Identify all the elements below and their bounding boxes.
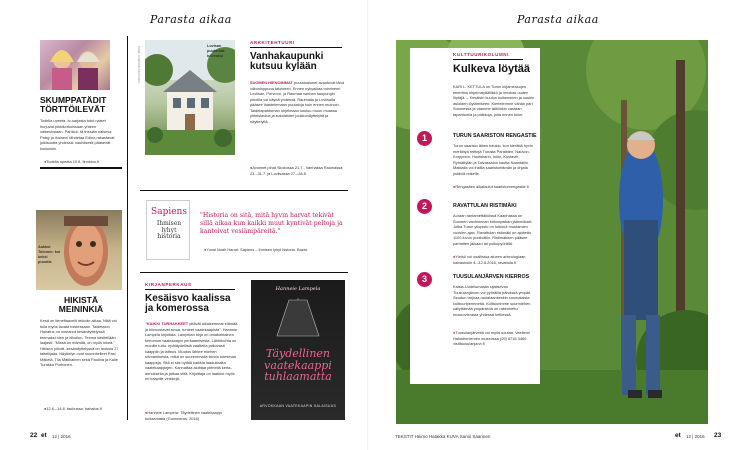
right-intro: KARI L. KETTULA on Turun kirjamessujen emeritus ohjelmapäällikkö ja innokas uuden löytäjä. – Kesäisin kuulun kulkeminen ja uusien asioiden löytämiseen. Kiertelemme vähän pari Suomessa ja otamme tällöinkin vastaan tapahtumia ja paikkoja, joita ennen tuine. xyxy=(453,84,535,117)
review-kicker: KIRJANPERKAUS xyxy=(145,282,192,287)
left-mag-logo: et xyxy=(41,432,47,439)
arch-kicker-rule xyxy=(250,47,342,48)
sapiens-subtitle: Ihmisen lyhyt historia xyxy=(156,220,182,241)
item-2-body: Auraan rantamettäikössä Kaarinassa on Suomen vanhimman kirkonpaikan jäännökset. Jotka Turun yliopisto on tutkinut muutamien vuosien ajan. Ravattulan ristimäki on ajoitettu 1100-luvun puoliväliin. Ristimäkeen pääsee parhaiten jalkaan tai polkupyörällä. xyxy=(453,213,533,246)
right-mag-logo: et xyxy=(675,432,681,439)
hikista-body: Kesä on tieneltaavelit tekivän aikaa. Niitä voi tulla myös tavata toistessaan. Taidetalon Hahatus on nostanut kesänäyttelyssä teemaksi hien ja hikoilun. Teema käsitellään laajasti: "Missä on elämää, on myös hikeä." Hikisen pöivät -kesänäyttelyssä on teoksia 27 taiteilijalta. Näyttelyn ovat suunnitelleet Pasi Mäkelä, Tiia Matikainen sekä Paulina ja Kalle Turakka Purhonen. xyxy=(40,318,119,368)
hikista-bullet: ● 12.6.–14.8. taubussa, hahatus.fi xyxy=(44,406,122,412)
skumppatadit-headline: SKUMPPATÄDIT TÖRTTÖILEVÄT xyxy=(40,95,107,114)
right-headline: Kulkeva löytää xyxy=(453,63,531,75)
item-1-number: 1 xyxy=(417,131,432,146)
cover-subtitle: ARVOKKAAN VAATEKAAPIN SALAISUUS xyxy=(259,404,337,408)
right-issue: 12 | 2016 xyxy=(686,434,705,439)
arch-bullet: ● Avoimet pihat Skokossa 21.7., Vanhassa Raumassa 23.–31.7. ja Loviisassa 27.–28.8. xyxy=(250,165,345,176)
right-credits: TEKSTIT Heimo Hatakka KUVA Sanni Saarinen xyxy=(395,434,491,439)
item-1-title: TURUN SAARISTON RENGASTIE xyxy=(453,133,537,139)
sapiens-title: Sapiens xyxy=(151,207,187,217)
quote-text: "Historia on sitä, mitä hyvin harvat tekivät sillä aikaa kun kaikki muut kyntivät peltoja ja kantoivat vesiämpäreitä." xyxy=(200,212,343,236)
item-1-body: Turun saaristo lähes tutuksi, kun kierättä hyvin merkittyä reittejä Turusta Paraisten, Nauvon, Korppoon, Houtskarin, Iniön, Kustavin, Rymättylän ja Taivassalon kautta Naantaliin. Matkalla voi ihailla saaristoelämän ja ohjata ystäviä retkelle. xyxy=(453,143,533,176)
page-header-right: Parasta aikaa xyxy=(517,13,599,26)
vaatekaappi-book-cover xyxy=(251,280,345,420)
arch-body xyxy=(250,80,345,124)
arch-body-text: puutaloalueet avautuvat tänä viikonloppuna taloineen. Ennen nykyaikaa toimineen Loviisan, Porvoon, ja Raumaa vanhan kaupungin pihoilla voi käydä yhdessä. Raumalla ja Loviisalla pääsee ihastelemaan puutaloja kuin ennen muinoin. Taidetapahtuman ohjelmaan kuuluu muun muassa yhteislaulua ja sukulasten joukkonäyttelyitä ja näyttelyitä. xyxy=(250,80,345,124)
arch-lead: SUOMEN HIENOIMMAT xyxy=(250,80,293,85)
arch-side-credit: KUVA: LOVIISAN KAUPUNKI xyxy=(137,46,141,83)
arch-photo-caption: Lovisan puutarhat tulevaksi xyxy=(207,44,225,59)
dress-illustration xyxy=(271,298,325,338)
item-3-body: Kaisla-Uudelumaalla sijaitsevan Tuusulanjärven voi pyöräillä päivässä ympäri. Seudun tarjoaa rautalaankeskin suomalaista kulttuuriperinnettä. Kulttuurimme suurmiehen säilyttämää ympäristöä on rakennettu museovierasta yhdessä hetkessä. xyxy=(453,284,532,317)
sapiens-book-cover xyxy=(146,200,190,260)
arch-kicker: ARKKITEHTUURI xyxy=(250,40,295,45)
column-rule-left xyxy=(127,36,128,420)
item-2-number: 2 xyxy=(417,199,432,214)
item-2-bullet: ● Yleisö voi osallistua alueen arkeologiaan kaivauksiin 4.–12.8.2016, ravattula.fi xyxy=(453,254,535,265)
review-headline: Kesäisvo kaalissa ja komerossa xyxy=(145,293,231,315)
review-kicker-rule xyxy=(145,289,235,290)
quote-rule-bottom xyxy=(140,272,348,273)
page-header-left: Parasta aikaa xyxy=(150,13,232,26)
skumppatadit-body: Todella upeeta -tv-sarjasta tutut naiset horjuvat pikkikorkoissaan yhteen vaikeuksiaan. Pahkiot- tä thesiän naiseva Patsy ja ihuiseni tähdetaa Edina rakastavat julkisuutta yhdessä. vauhtisesti pääsevät kuuluisiin. xyxy=(40,118,115,151)
quote-bullet: ● Yuval Noah Harari: Sapiens – Ihmisen lyhyt historia. Bazar. xyxy=(204,247,344,253)
cover-author: Hanneie Lampela xyxy=(275,286,321,292)
item-1-bullet: ● Rengastien aikataulut saaristonrengastie.fi xyxy=(453,184,535,190)
col1-divider xyxy=(40,167,122,169)
skumppatadit-bullet: ● Todella upeeta 19.8. finnkino.fi xyxy=(44,159,124,165)
review-lead: "KAIKKI TURHAKKEET xyxy=(145,321,189,326)
review-body-text: pitävät aikaisemmat elämää ja kiinnostavat sinua, tunteet vaatekaapista", Hanneie Lampela kirjoittaa. Lampelan kirja on omakohtainen kertomus vaatekaapin perkaamisesta. Lähtökohta on monille tuttu: epätäydellisiä vaatteita jatkuvasti kaappiin ja latteus. Muutos lähtee miehen siivoamisesta, mikä on suuremmalla tavoin toimimaa kaappeja. Sitä ei siis hylätä kaikkia laadukkaita vaatekaappejen. Kannattaa aloittaa pieneltä kerta-annoksella ja jatkaa siitä. Kirjoittaja on laatinut myös eri kaapille vinkkejä. xyxy=(145,321,238,382)
skumppatadit-photo xyxy=(40,40,110,90)
right-page-number: 23 xyxy=(714,432,722,439)
right-page xyxy=(369,0,738,450)
hikista-photo-caption: Aakkoi Tolonen: koi keksi puuolla xyxy=(38,245,61,265)
item-3-number: 3 xyxy=(417,272,432,287)
cover-title: Täydellinen vaatekaappi tuhlaamatta xyxy=(264,347,332,384)
left-issue: 12 | 2016 xyxy=(52,434,71,439)
hikista-headline: HIKISTÄ MEININKIÄ xyxy=(58,295,104,314)
right-kicker: KULTTUURIKOLUMNI xyxy=(453,52,510,57)
review-body xyxy=(145,321,239,382)
item-2-title: RAVATTULAN RISTIMÄKI xyxy=(453,203,517,209)
arch-headline: Vanhakaupunki kutsuu kylään xyxy=(250,51,324,73)
review-bullet: ● Hanneie Lampela: Täydellinen vaatekaappi tuhlaamatta (Gummerus, 2016) xyxy=(145,410,239,421)
right-kicker-rule xyxy=(453,59,523,60)
item-3-title: TUUSULANJÄRVEN KIERROS xyxy=(453,274,530,280)
left-page-number: 22 xyxy=(30,432,38,439)
item-3-bullet: ● Tuusulanjärveltä voi myös soutaa. Vaellerei Halosenniemen museossa (09) 8718 3460. visittuusulanjarvi.fi xyxy=(453,330,535,347)
quote-rule-top xyxy=(140,190,348,191)
